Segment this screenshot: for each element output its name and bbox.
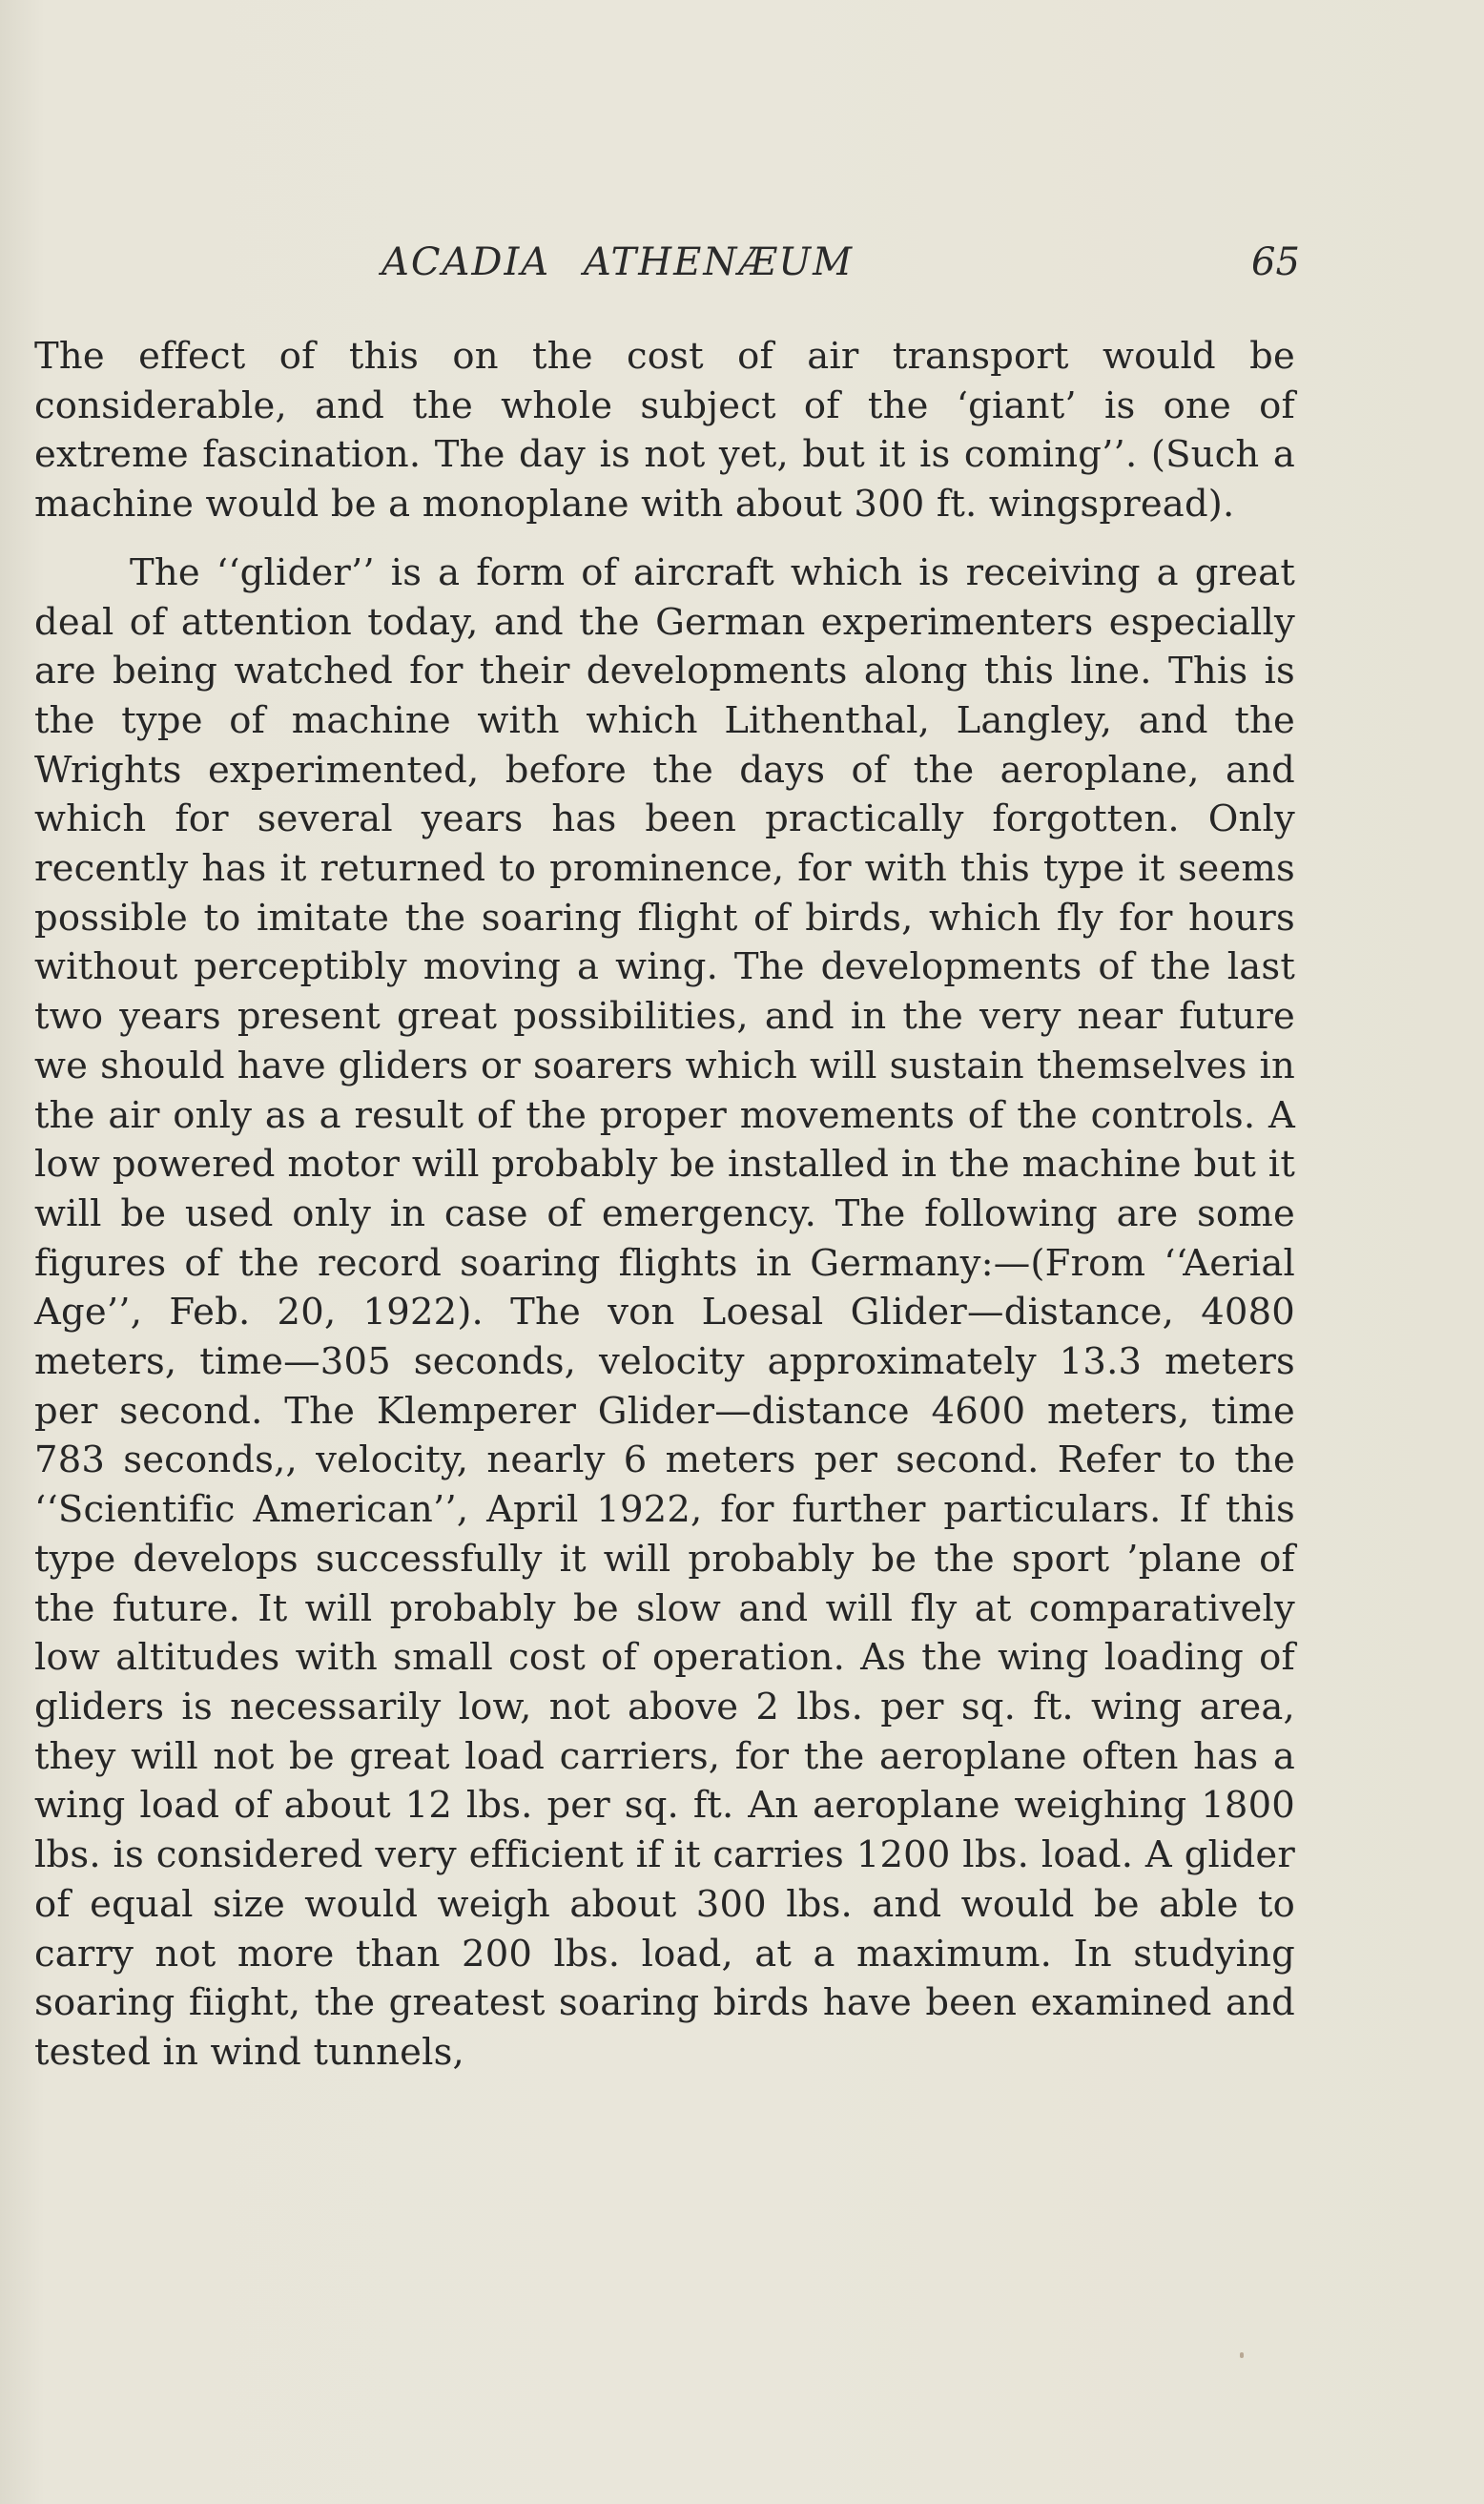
paragraph-glider: The ‘‘glider’’ is a form of aircraft which is receiving a great deal of attention today, and the German experimenters especially are being watched for their developments along this line. This is the type of machine with which Lithenthal, Langley, and the Wrights experimented, before the days of the aeroplane, and which for several years has been practically forgotten. Only recently has it returned to prominence, for with this type it seems possible to imitate the soaring flight of birds, which fly for hours without perceptibly moving a wing. The developments of the last two years present great possibilities, and in the very near future we should have gliders or soarers which will sustain themselves in the air only as a result of the proper movements of the controls. A low powered motor will probably be installed in the machine but it will be used only in case of emergency. The following are some figures of the record soaring flights in Germany:—(From ‘‘Aerial Age’’, Feb. 20, 1922). The von Loesal Glider—distance, 4080 meters, time—305 seconds, velocity approximately 13.3 meters per second. The Klemperer Glider—distance 4600 meters, time 783 seconds,, velocity, nearly 6 meters per second. Refer to the ‘‘Scientific American’’, April 1922, for further particulars. If this type develops successfully it will probably be the sport ’plane of the future. It will probably be slow and will fly at comparatively low altitudes with small cost of operation. As the wing loading of gliders is necessarily low, not above 2 lbs. per sq. ft. wing area, they will not be great load carriers, for the aeroplane often has a wing load of about 12 lbs. per sq. ft. An aeroplane weighing 1800 lbs. is considered very efficient if it carries 1200 lbs. load. A glider of equal size would weigh about 300 lbs. and would be able to carry not more than 200 lbs. load, at a maximum. In studying soaring fiight, the greatest soaring birds have been examined and tested in wind tunnels, bbox=[34, 550, 1295, 2074]
running-title: ACADIA ATHENÆUM bbox=[381, 240, 855, 284]
page-header bbox=[0, 240, 1484, 298]
article-body bbox=[34, 332, 1295, 2078]
page-number: 65 bbox=[1251, 240, 1300, 284]
paragraph-giant-aircraft: The effect of this on the cost of air transport would be considerable, and the whole subject of the ‘giant’ is one of extreme fascination. The day is not yet, but it is coming’’. (Such a machine would be a monoplane with about 300 ft. wingspread). bbox=[34, 335, 1295, 527]
paper-speck bbox=[1240, 2352, 1244, 2358]
